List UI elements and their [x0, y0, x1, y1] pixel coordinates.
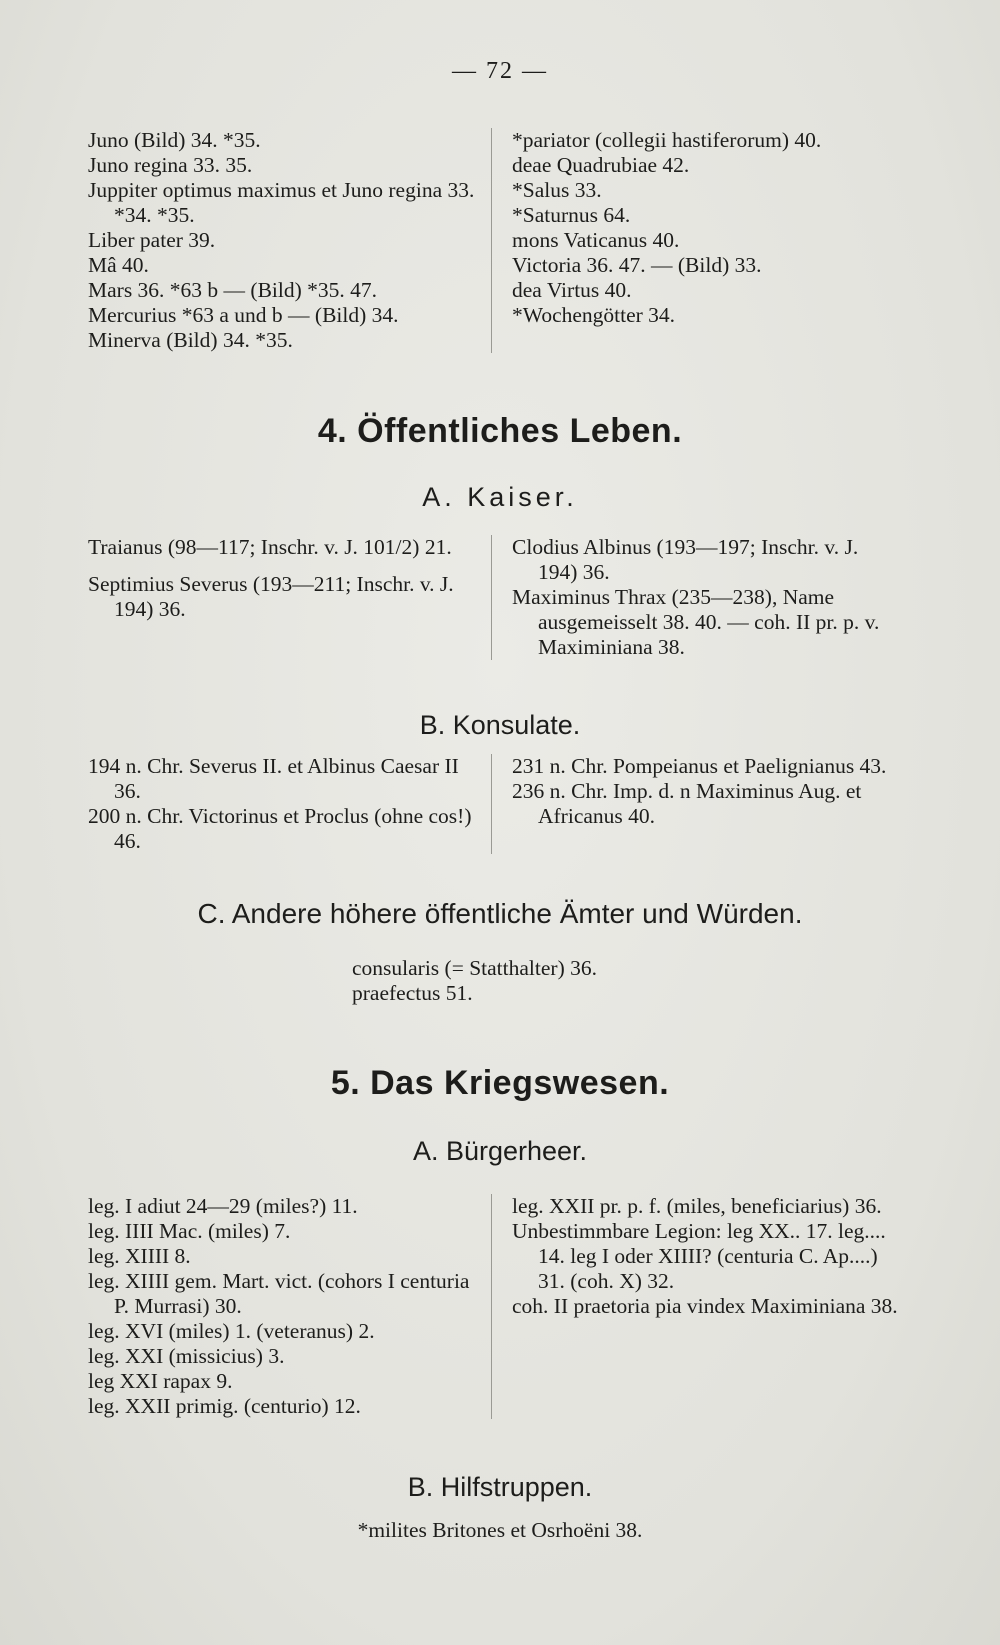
consulates-right-column [492, 754, 902, 854]
offices-list [352, 956, 597, 1006]
gods-right-column [492, 128, 902, 353]
index-entry: leg. XXII primig. (centurio) 12. [88, 1394, 361, 1418]
emperors-index [88, 535, 902, 660]
index-entry: leg. XIIII gem. Mart. vict. (cohors I centuria P. Murrasi) 30. [88, 1269, 470, 1318]
emperors-left-column [88, 535, 492, 660]
legions-right-column [492, 1194, 902, 1419]
index-entry: *pariator (collegii hastiferorum) 40. [512, 128, 822, 152]
subsection-heading: B. Konsulate. [419, 710, 581, 740]
index-entry: Septimius Severus (193—211; Inschr. v. J. 194) 36. [88, 572, 454, 621]
auxiliary-troops-entry: *milites Britones et Osrhoëni 38. [357, 1518, 643, 1542]
index-entry: leg. XXII pr. p. f. (miles, beneficiarius) 36. [512, 1194, 882, 1218]
index-entry: Maximinus Thrax (235—238), Name ausgemeisselt 38. 40. — coh. II pr. p. v. Maximiniana 38. [512, 585, 880, 659]
index-entry: leg. XVI (miles) 1. (veteranus) 2. [88, 1319, 375, 1343]
index-entry: Mercurius *63 a und b — (Bild) 34. [88, 303, 399, 327]
section-heading: 5. Das Kriegswesen. [330, 1064, 670, 1102]
index-entry: 236 n. Chr. Imp. d. n Maximinus Aug. et Africanus 40. [512, 779, 862, 828]
index-entry: 194 n. Chr. Severus II. et Albinus Caesar II 36. [88, 754, 459, 803]
index-entry: 200 n. Chr. Victorinus et Proclus (ohne cos!) 46. [88, 804, 472, 853]
index-entry: dea Virtus 40. [512, 278, 632, 302]
index-entry: Minerva (Bild) 34. *35. [88, 328, 293, 352]
legions-index [88, 1194, 902, 1419]
index-entry: coh. II praetoria pia vindex Maximiniana 38. [512, 1294, 898, 1318]
index-entry: consularis (= Statthalter) 36. [352, 956, 597, 980]
index-entry: *Saturnus 64. [512, 203, 631, 227]
index-entry: *Salus 33. [512, 178, 602, 202]
index-entry: Juno regina 33. 35. [88, 153, 253, 177]
subsection-heading: A. Kaiser. [422, 482, 578, 512]
index-entry: leg. IIII Mac. (miles) 7. [88, 1219, 291, 1243]
index-entry: praefectus 51. [352, 981, 473, 1005]
index-entry: Unbestimmbare Legion: leg XX.. 17. leg.... 14. leg I oder XIIII? (centuria C. Ap....) 31. (coh. X) 32. [512, 1219, 886, 1293]
index-entry: *Wochengötter 34. [512, 303, 676, 327]
index-entry: leg. XXI (missicius) 3. [88, 1344, 285, 1368]
index-entry: leg. XIIII 8. [88, 1244, 191, 1268]
index-entry: leg XXI rapax 9. [88, 1369, 233, 1393]
index-entry: Juppiter optimus maximus et Juno regina 33. *34. *35. [88, 178, 475, 227]
gods-index [88, 128, 902, 353]
index-entry: Victoria 36. 47. — (Bild) 33. [512, 253, 762, 277]
index-entry: Traianus (98—117; Inschr. v. J. 101/2) 21. [88, 535, 452, 559]
index-entry: deae Quadrubiae 42. [512, 153, 690, 177]
consulates-index [88, 754, 902, 854]
index-entry: Clodius Albinus (193—197; Inschr. v. J. 194) 36. [512, 535, 859, 584]
section-heading: 4. Öffentliches Leben. [317, 412, 683, 450]
legions-left-column [88, 1194, 492, 1419]
subsection-heading: B. Hilfstruppen. [407, 1472, 593, 1502]
subsection-heading: C. Andere höhere öffentliche Ämter und Würden. [197, 898, 803, 929]
gods-left-column [88, 128, 492, 353]
index-entry: Mars 36. *63 b — (Bild) *35. 47. [88, 278, 378, 302]
emperors-right-column [492, 535, 902, 660]
page-number: — 72 — [452, 58, 548, 84]
index-entry: 231 n. Chr. Pompeianus et Paelignianus 43. [512, 754, 887, 778]
index-entry: Liber pater 39. [88, 228, 216, 252]
index-entry: Mâ 40. [88, 253, 149, 277]
index-entry: mons Vaticanus 40. [512, 228, 680, 252]
consulates-left-column [88, 754, 492, 854]
index-entry: Juno (Bild) 34. *35. [88, 128, 261, 152]
index-entry: leg. I adiut 24—29 (miles?) 11. [88, 1194, 358, 1218]
subsection-heading: A. Bürgerheer. [412, 1136, 588, 1166]
